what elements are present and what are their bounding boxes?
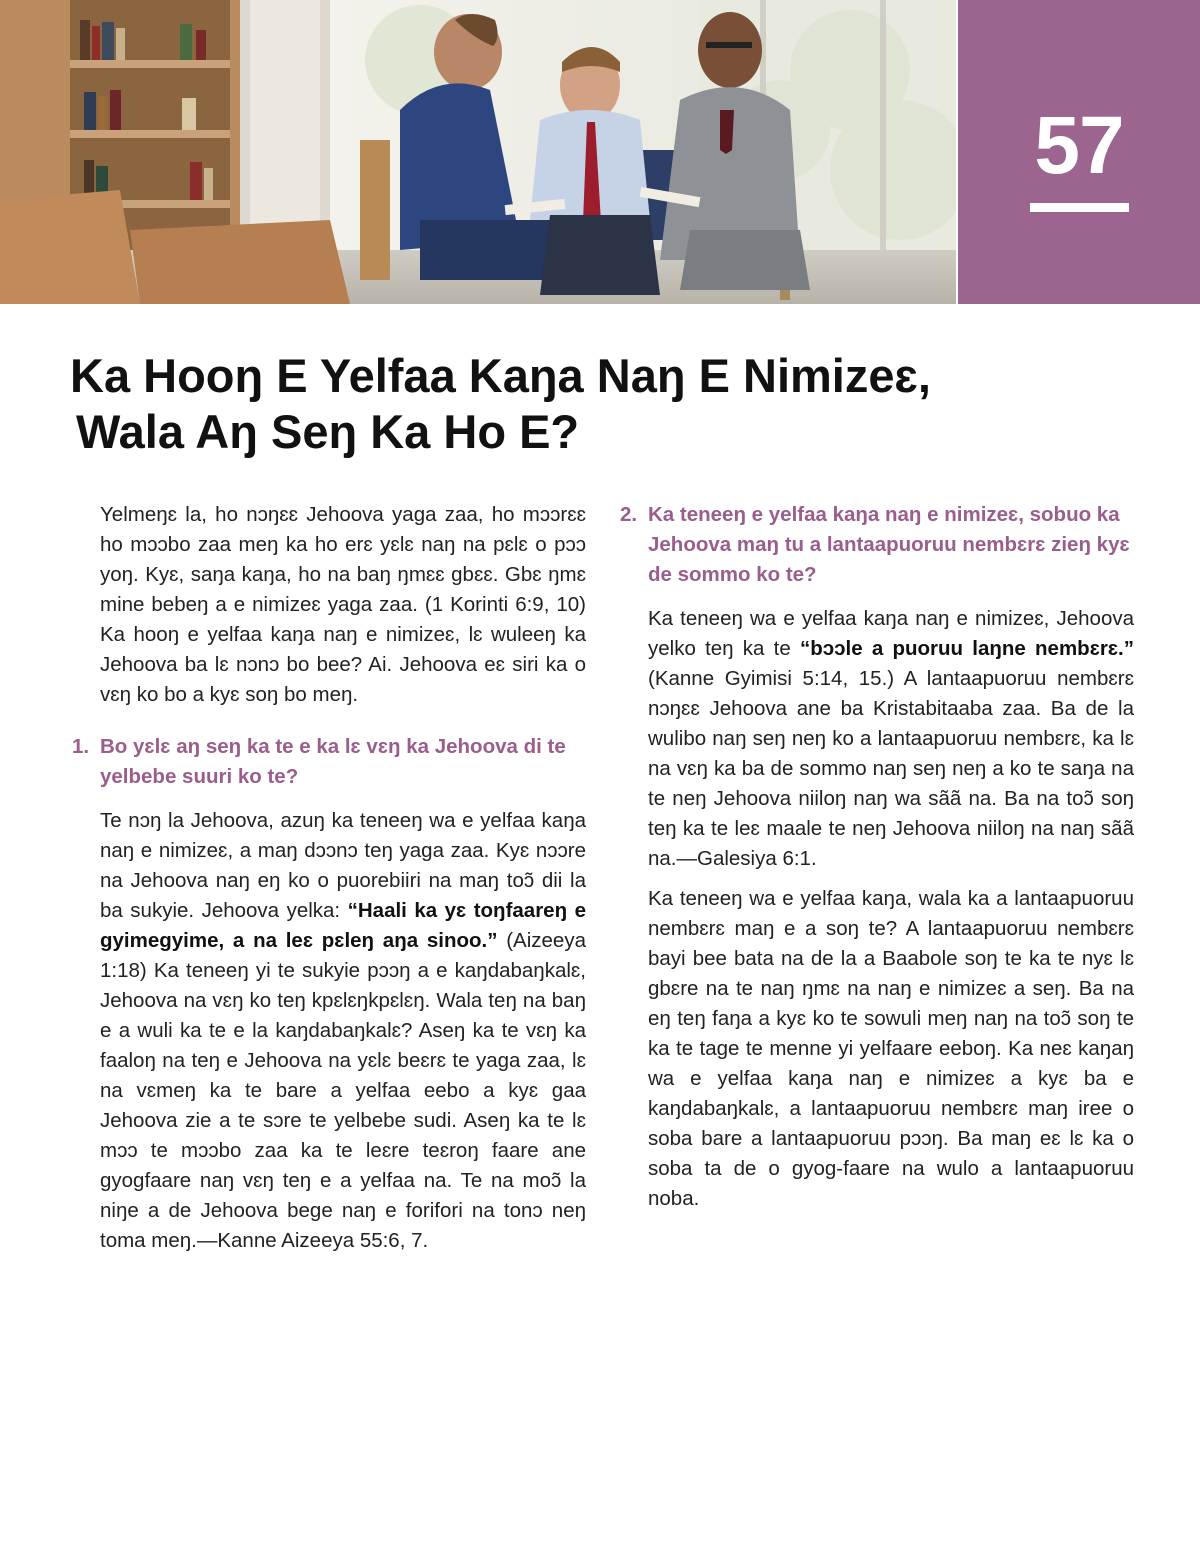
left-column [72,500,586,1266]
section-1-text-a: Te nɔŋ la Jehoova, azuŋ ka teneeŋ wa e yelfaa kaŋa naŋ e nimizeɛ, a maŋ dɔɔnɔ teŋ yaga zaa. Kyɛ nɔɔre na Jehoova naŋ eŋ ko o puorebiiri na maŋ toɔ̃ dii la ba sukyie. Jehoova yelka: [100,809,586,922]
number-underline [1030,203,1129,212]
section-2-paragraph-1 [648,604,1134,874]
question-1 [72,732,586,792]
page-title [70,348,1070,460]
section-2-quote: “bɔɔle a puoruu laŋne nembɛrɛ.” [799,637,1135,660]
section-1-quote: “Haali ka yɛ toŋfaareŋ e gyimegyime, a na leɛ pɛleŋ aŋa sinoo.” [100,899,586,952]
right-column [620,500,1134,1224]
question-2-number: 2. [620,503,638,526]
lesson-number: 57 [1034,100,1124,191]
question-2-text: Ka teneeŋ e yelfaa kaŋa naŋ e nimizeɛ, sobuo ka Jehoova maŋ tu a lantaapuoruu nembɛrɛ zieŋ kyɛ de sommo ko te? [648,503,1130,586]
question-1-number: 1. [72,735,90,758]
section-2-paragraph-2: Ka teneeŋ wa e yelfaa kaŋa, wala ka a lantaapuoruu nembɛrɛ maŋ e a soŋ te? A lantaapuoruu nembɛrɛ bayi bee bata na de la a Baabole soŋ te ka te nyɛ lɛ gbɛre na te naŋ ŋmɛ na naŋ e nimizeɛ a seŋ. Ba na eŋ teŋ faŋa a kyɛ ko te sowuli meŋ naŋ na toɔ̃ soŋ te ka te tage te menne yi yelfaare eeboŋ. Ka neɛ kaŋaŋ wa e yelfaa kaŋa naŋ e nimizeɛ a kyɛ ba e kaŋdabaŋkalɛ, a lantaapuoruu nembɛrɛ maŋ iree o soba bare a lantaapuoruu pɔɔŋ. Ba maŋ eɛ lɛ ka o soba ta de o gyog-faare na wulo a lantaapuoruu noba. [648,887,1134,1210]
lesson-number-box [958,0,1200,304]
title-line-2: Wala Aŋ Seŋ Ka Ho E? [76,405,580,458]
question-1-text: Bo yɛlɛ aŋ seŋ ka te e ka lɛ vɛŋ ka Jehoova di te yelbebe suuri ko te? [100,735,566,788]
section-2-text-a: Ka teneeŋ wa e yelfaa kaŋa naŋ e nimizeɛ, Jehoova yelko teŋ ka te [648,607,1134,660]
intro-paragraph: Yelmeŋɛ la, ho nɔŋɛɛ Jehoova yaga zaa, ho mɔɔrɛɛ ho mɔɔbo zaa meŋ ka ho erɛ yɛlɛ naŋ na pɛlɛ o pɔɔ yoŋ. Kyɛ, saŋa kaŋa, ho na baŋ ŋmɛɛ gbɛɛ. Gbɛ ŋmɛ mine bebeŋ a e nimizeɛ yaga zaa. (1 Korinti 6:9, 10) Ka hooŋ e yelfaa kaŋa naŋ e nimizeɛ, lɛ wuleeŋ ka Jehoova ba lɛ nɔnɔ bo bee? Ai. Jehoova eɛ siri ka o vɛŋ ko bo a kyɛ soŋ bo meŋ. [100,503,586,706]
section-1-paragraph [100,806,586,1256]
title-line-1: Ka Hooŋ E Yelfaa Kaŋa Naŋ E Nimizeɛ, [70,349,931,402]
section-1-text-b: (Aizeeya 1:18) Ka teneeŋ yi te sukyie pɔɔŋ a e kaŋdabaŋkalɛ, Jehoova na vɛŋ ko teŋ kpɛlɛŋkpɛlɛŋ. Wala teŋ na baŋ e a wuli ka te e la kaŋdabaŋkalɛ? Aseŋ ka te vɛŋ ka faaloŋ na teŋ e Jehoova na yɛlɛ beɛrɛ te yaga zaa, lɛ na vɛmeŋ ka te bare a yelfaa eebo a kyɛ gaa Jehoova zie a te sɔre te yelbebe sudi. Aseŋ ka te lɛ mɔɔ te mɔɔbo zaa ka te leɛre teɛroŋ faare ane gyogfaare naŋ vɛŋ teŋ e a yelfaa na. Te na moɔ̃ la niŋe a de Jehoova bege naŋ e forifori na tonɔ neŋ toma meŋ.—Kanne Aizeeya 55:6, 7. [100,929,586,1252]
hero-illustration [0,0,956,304]
hero-photo [0,0,956,304]
section-2-text-b: (Kanne Gyimisi 5:14, 15.) A lantaapuoruu nembɛrɛ nɔŋɛɛ Jehoova ane ba Kristabitaaba zaa. Ba de la wulibo naŋ seŋ neŋ ko a lantaapuoruu nembɛrɛ, ka lɛ na vɛŋ ka ba de sommo naŋ seŋ neŋ a ko te saŋa na te neŋ Jehoova niiloŋ naŋ wa sãã na. Ba na toɔ̃ soŋ teŋ ka te leɛ maale te neŋ Jehoova niiloŋ na naŋ sãã na.—Galesiya 6:1. [648,667,1134,870]
question-2 [620,500,1134,590]
